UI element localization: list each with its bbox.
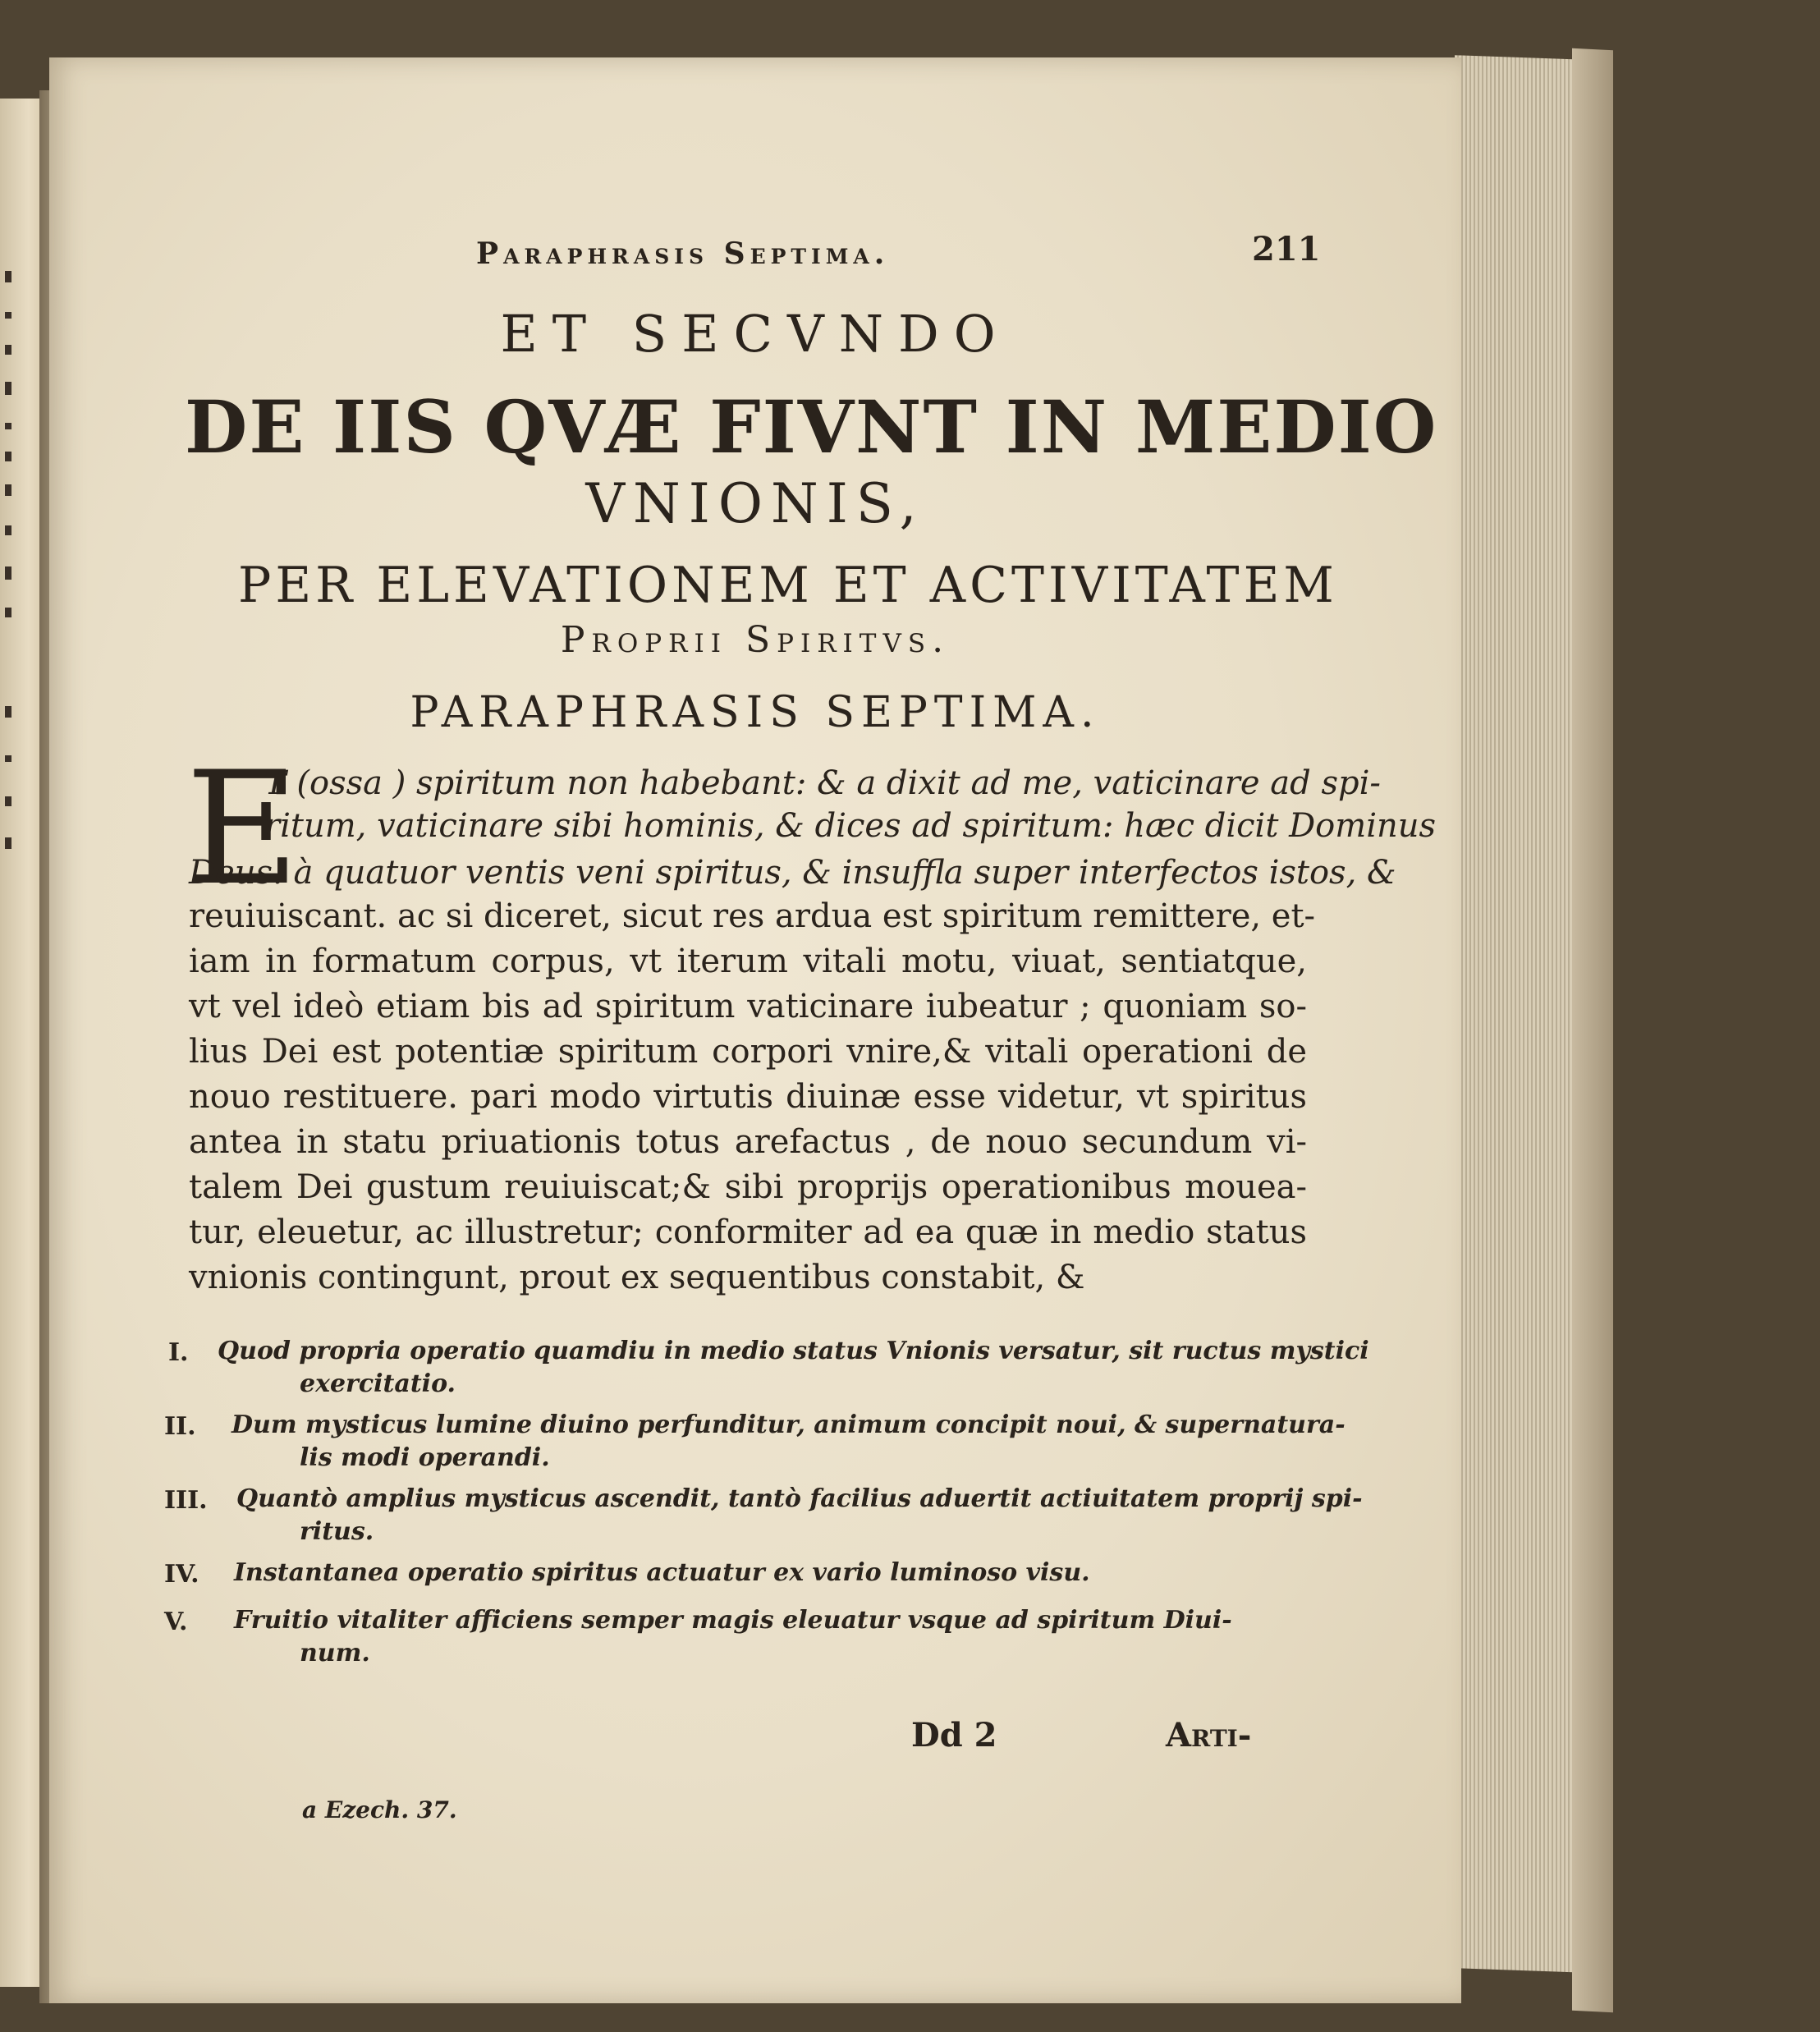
- body-line: T (ossa ) spiritum non habebant: & a dixit ad me, vaticinare ad spi-: [264, 764, 1381, 802]
- body-line: Deus. à quatuor ventis veni spiritus, & insuffla super interfectos istos, &: [189, 854, 1396, 892]
- article-line: Quod propria operatio quamdiu in medio status Vnionis versatur, sit ructus mystici: [218, 1337, 1369, 1365]
- article-number: II.: [164, 1412, 196, 1441]
- body-line: talem Dei gustum reuiuiscat;& sibi proprijs operationibus mouea-: [189, 1168, 1307, 1206]
- footnote: a Ezech. 37.: [302, 1796, 457, 1823]
- article-line: Dum mysticus lumine diuino perfunditur, animum concipit noui, & supernatura-: [232, 1410, 1346, 1439]
- body-line: vnionis contingunt, prout ex sequentibus constabit, &: [189, 1259, 1085, 1296]
- article-line: Fruitio vitaliter afficiens semper magis eleuatur vsque ad spiritum Diui-: [234, 1606, 1232, 1635]
- article-line: ritus.: [300, 1517, 374, 1546]
- article-line: lis modi operandi.: [300, 1443, 550, 1472]
- article-number: I.: [168, 1338, 189, 1367]
- page-number: 211: [1252, 230, 1321, 268]
- drop-cap: E: [186, 738, 300, 920]
- body-line: reuiuiscant. ac si diceret, sicut res ardua est spiritum remittere, et-: [189, 897, 1316, 935]
- body-line: tur, eleuetur, ac illustretur; conformiter ad ea quæ in medio status: [189, 1213, 1307, 1251]
- title-line-4: PER ELEVATIONEM ET ACTIVITATEM: [238, 557, 1338, 614]
- article-line: num.: [300, 1639, 370, 1667]
- body-line: vt vel ideò etiam bis ad spiritum vaticinare iubeatur ; quoniam so-: [189, 988, 1307, 1025]
- signature-mark: Dd 2: [911, 1716, 997, 1754]
- article-number: IV.: [164, 1560, 199, 1589]
- running-title: Paraphrasis Septima.: [476, 236, 890, 271]
- body-line: ritum, vaticinare sibi hominis, & dices ad spiritum: hæc dicit Dominus: [264, 807, 1437, 845]
- article-number: III.: [164, 1486, 208, 1515]
- body-line: iam in formatum corpus, vt iterum vitali motu, viuat, sentiatque,: [189, 943, 1307, 980]
- catchword: Arti-: [1166, 1716, 1252, 1754]
- article-line: Instantanea operatio spiritus actuatur ex vario luminoso visu.: [234, 1558, 1090, 1587]
- page-block-edges: [1455, 55, 1586, 1973]
- section-heading: PARAPHRASIS SEPTIMA.: [410, 688, 1101, 737]
- body-line: antea in statu priuationis totus arefactus , de nouo secundum vi-: [189, 1123, 1307, 1161]
- article-line: exercitatio.: [300, 1369, 456, 1398]
- article-number: V.: [164, 1608, 188, 1636]
- book-page: [49, 57, 1461, 2003]
- article-line: Quantò amplius mysticus ascendit, tantò facilius aduertit actiuitatem proprij spi-: [236, 1484, 1363, 1513]
- book-cover-edge: [1572, 48, 1613, 2013]
- title-line-3: VNIONIS,: [585, 472, 925, 535]
- title-line-5: Proprii Spiritvs.: [560, 619, 951, 661]
- title-line-1: ET SECVNDO: [500, 304, 1011, 364]
- body-line: lius Dei est potentiæ spiritum corpori vnire,& vitali operationi de: [189, 1033, 1307, 1071]
- title-line-2: DE IIS QVÆ FIVNT IN MEDIO: [185, 384, 1438, 470]
- body-line: nouo restituere. pari modo virtutis diuinæ esse videtur, vt spiritus: [189, 1078, 1307, 1116]
